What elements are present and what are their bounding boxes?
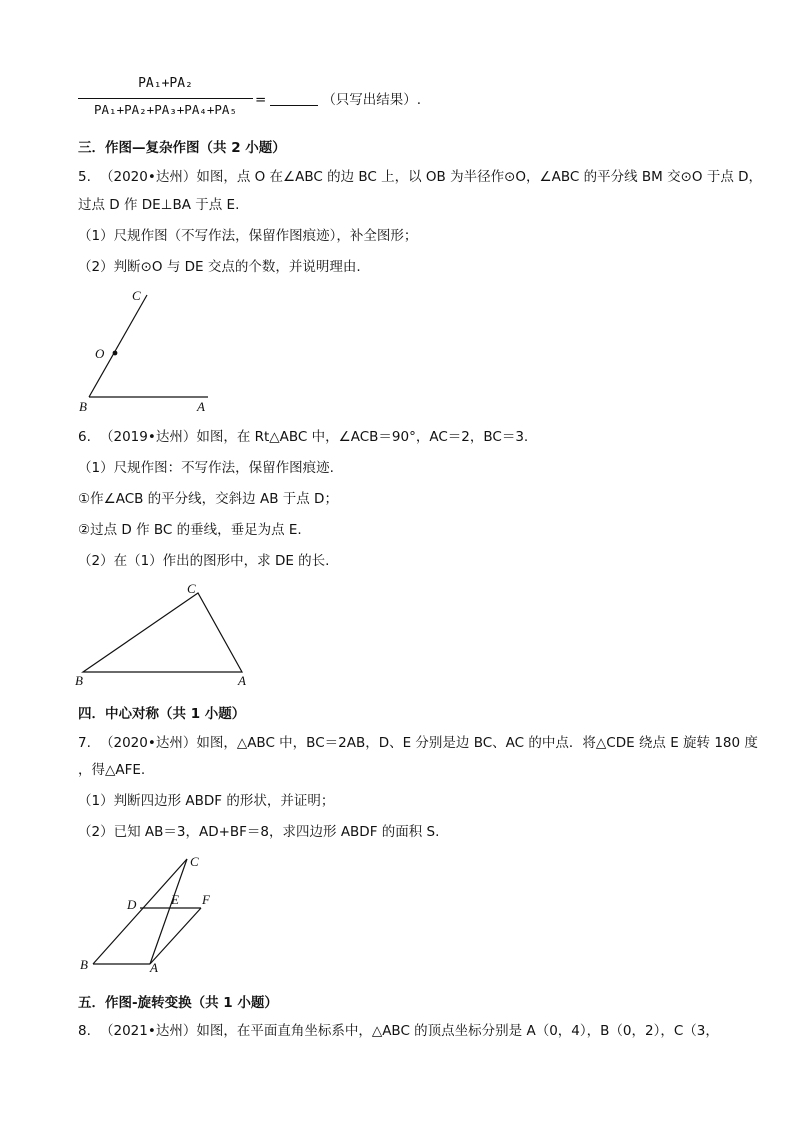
label-a: A xyxy=(150,960,158,975)
q8-line1 xyxy=(78,1021,719,1041)
q8-text1: （2021•达州）如图，在平面直角坐标系中，△ABC 的顶点坐标分别是 A（0，4），B（0，2），C（3， xyxy=(100,1023,719,1039)
section-4-title: 四．中心对称（共 1 小题） xyxy=(78,706,246,722)
fraction-numerator: PA₁+PA₂ xyxy=(138,76,193,91)
q5-number: 5. xyxy=(78,169,91,185)
q6-line1 xyxy=(78,427,528,447)
label-c: C xyxy=(190,854,199,869)
label-a: A xyxy=(238,673,246,688)
q5-line2: 过点 D 作 DE⊥BA 于点 E. xyxy=(78,197,240,213)
q7-line2: ，得△AFE. xyxy=(78,762,146,778)
segment-af xyxy=(150,908,201,964)
triangle-abc xyxy=(83,593,242,672)
label-b: B xyxy=(75,673,83,688)
q6-part2: （2）在（1）作出的图形中，求 DE 的长. xyxy=(78,553,330,569)
q5-text1: （2020•达州）如图，点 O 在∠ABC 的边 BC 上，以 OB 为半径作⊙O，∠ABC 的平分线 BM 交⊙O 于点 D， xyxy=(100,169,763,185)
q8-number: 8. xyxy=(78,1023,91,1039)
q6-text1: （2019•达州）如图，在 Rt△ABC 中，∠ACB＝90°，AC＝2，BC＝3. xyxy=(100,429,529,445)
q7-part1: （1）判断四边形 ABDF 的形状，并证明； xyxy=(78,793,335,809)
point-o xyxy=(113,351,118,356)
segment-ac xyxy=(150,859,187,964)
fraction-answer xyxy=(255,88,421,108)
q5-part2: （2）判断⊙O 与 DE 交点的个数，并说明理由. xyxy=(78,259,361,275)
answer-blank[interactable] xyxy=(270,105,318,106)
fraction-expression xyxy=(78,76,258,124)
answer-note: （只写出结果）. xyxy=(322,92,422,108)
fraction-bar xyxy=(78,98,253,99)
q7-number: 7. xyxy=(78,735,91,751)
q7-part2: （2）已知 AB＝3，AD+BF＝8，求四边形 ABDF 的面积 S. xyxy=(78,824,440,840)
q7-text1: （2020•达州）如图，△ABC 中，BC＝2AB，D、E 分别是边 BC、AC 的中点．将△CDE 绕点 E 旋转 180 度 xyxy=(100,735,758,751)
fraction-denominator: PA₁+PA₂+PA₃+PA₄+PA₅ xyxy=(94,102,237,117)
label-c: C xyxy=(132,288,141,303)
q6-step1: ①作∠ACB 的平分线，交斜边 AB 于点 D； xyxy=(78,491,338,507)
label-a: A xyxy=(197,399,205,414)
q5-figure xyxy=(70,285,230,420)
q6-figure xyxy=(70,578,260,690)
q6-step2: ②过点 D 作 BC 的垂线，垂足为点 E. xyxy=(78,522,302,538)
q5-part1: （1）尺规作图（不写作法，保留作图痕迹），补全图形； xyxy=(78,228,418,244)
q7-figure xyxy=(70,850,230,978)
q6-number: 6. xyxy=(78,429,91,445)
label-b: B xyxy=(80,957,88,972)
section-5-title: 五．作图-旋转变换（共 1 小题） xyxy=(78,995,278,1011)
label-e: E xyxy=(171,892,179,907)
label-b: B xyxy=(79,399,87,414)
q5-line1 xyxy=(78,167,762,187)
segment-bc xyxy=(93,859,187,964)
label-o: O xyxy=(95,346,105,361)
section-3-title: 三．作图—复杂作图（共 2 小题） xyxy=(78,140,286,156)
q7-line1 xyxy=(78,733,758,753)
equals-sign: = xyxy=(255,92,267,108)
label-c: C xyxy=(187,581,196,596)
label-d: D xyxy=(127,897,137,912)
q6-part1: （1）尺规作图：不写作法，保留作图痕迹. xyxy=(78,460,334,476)
label-f: F xyxy=(202,892,210,907)
